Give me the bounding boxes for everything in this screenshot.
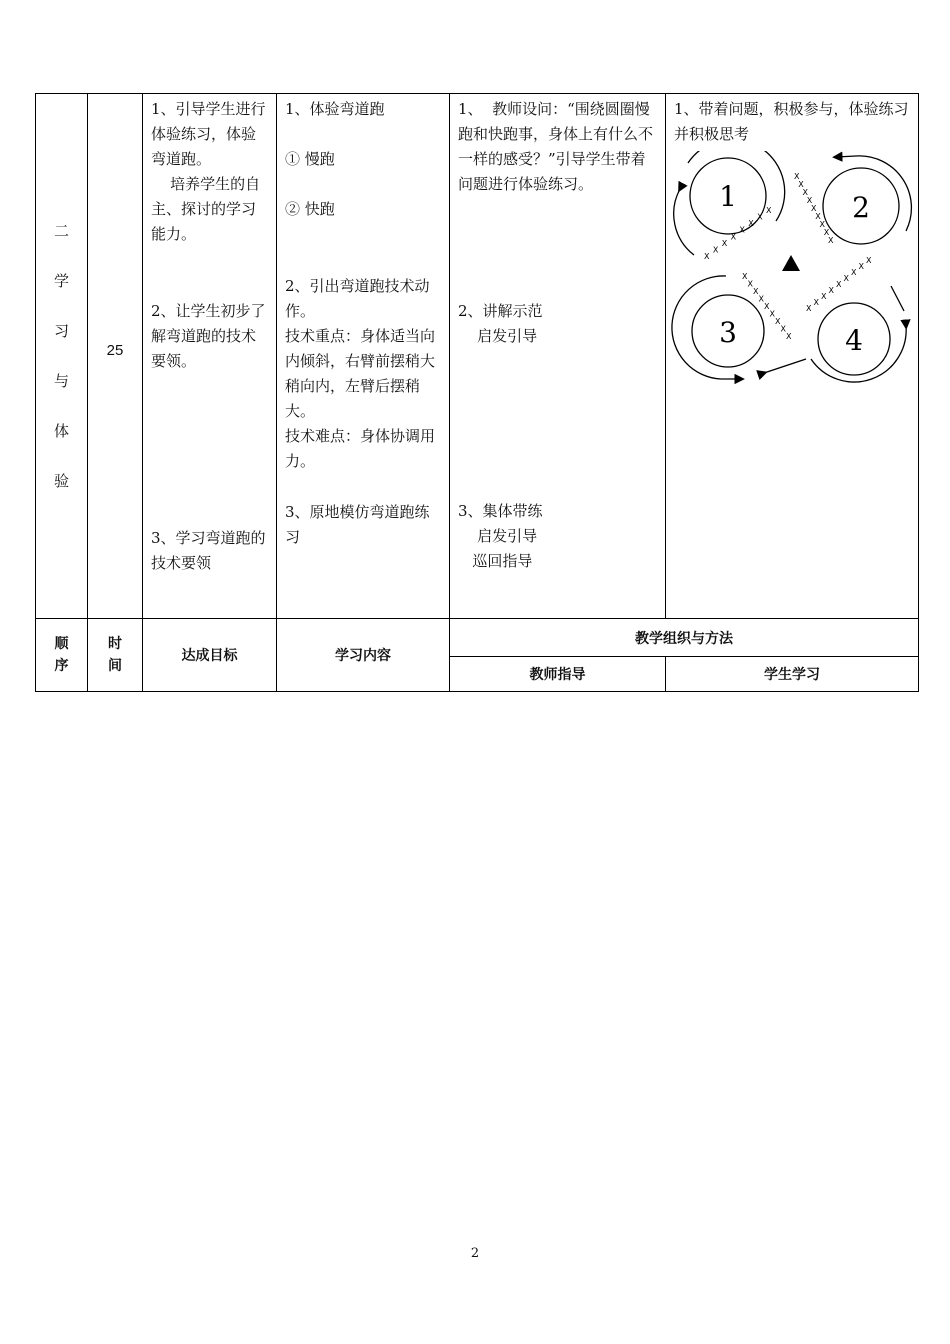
student-x-marker: X xyxy=(802,188,808,197)
student-x-marker: X xyxy=(739,225,745,235)
content-2: 2、引出弯道跑技术动作。 技术重点：身体适当向内倾斜，右臂前摆稍大稍向内，左臂后摆稍大。 技术难点：身体协调用力。 xyxy=(285,277,436,470)
student-x-marker: X xyxy=(753,287,759,296)
student-x-marker: X xyxy=(806,304,812,313)
student-x-marker: X xyxy=(806,196,813,205)
header-order: 顺 序 xyxy=(36,619,88,692)
student-x-marker: X xyxy=(766,206,772,215)
stage-label xyxy=(36,94,87,519)
student-x-marker: X xyxy=(748,219,754,229)
circle-label-1: 1 xyxy=(719,180,737,213)
goal-1: 1、引导学生进行体验练习，体验弯道跑。 培养学生的自主、探讨的学习能力。 xyxy=(151,100,266,243)
student-1: 1、带着问题，积极参与，体验练习并积极思考 xyxy=(674,100,909,143)
student-x-marker: X xyxy=(819,220,825,229)
stage-char: 二 xyxy=(53,222,69,240)
student-x-marker: X xyxy=(758,294,764,304)
teacher-2: 2、讲解示范 启发引导 xyxy=(458,302,543,345)
student-x-marker: X xyxy=(858,262,864,271)
header-teacher: 教师指导 xyxy=(450,657,666,692)
lesson-plan-table xyxy=(35,93,919,692)
student-x-marker: X xyxy=(821,292,827,301)
student-x-marker: X xyxy=(721,238,728,248)
student-x-marker: X xyxy=(828,236,834,245)
page-number: 2 xyxy=(470,1246,480,1261)
teacher-3: 3、集体带练 启发引导 巡回指导 xyxy=(458,502,543,570)
content-3: 3、原地模仿弯道跑练习 xyxy=(285,503,430,546)
header-row-1 xyxy=(36,619,919,657)
student-x-marker: X xyxy=(742,272,748,281)
student-x-marker: X xyxy=(828,286,834,295)
student-x-marker: X xyxy=(780,324,786,334)
student-x-marker: X xyxy=(769,309,775,319)
track-circle-1 xyxy=(674,151,785,255)
student-x-marker: X xyxy=(786,332,792,341)
stage-cell xyxy=(36,94,88,619)
curve-running-diagram xyxy=(666,151,916,401)
goals-cell xyxy=(143,94,277,619)
student-cell xyxy=(666,94,919,619)
header-org: 教学组织与方法 xyxy=(450,619,919,657)
student-x-marker: X xyxy=(747,279,753,289)
content-1: 1、体验弯道跑 ① 慢跑 ② 快跑 xyxy=(285,100,385,218)
time-value: 25 xyxy=(106,342,124,359)
circle-label-4: 4 xyxy=(845,324,863,357)
time-cell xyxy=(88,94,143,619)
stage-char: 与 xyxy=(53,372,69,390)
header-content: 学习内容 xyxy=(277,619,450,692)
student-x-marker: X xyxy=(764,302,770,311)
teacher-cell xyxy=(450,94,666,619)
circle-label-3: 3 xyxy=(719,316,737,349)
stage-char: 体 xyxy=(53,422,69,440)
student-x-marker: X xyxy=(851,268,857,277)
goal-2: 2、让学生初步了解弯道跑的技术要领。 xyxy=(151,302,266,370)
header-time: 时 间 xyxy=(88,619,143,692)
student-x-marker: X xyxy=(704,252,710,261)
circle-label-2: 2 xyxy=(852,191,870,224)
student-x-marker: X xyxy=(866,256,872,265)
body-row xyxy=(36,94,919,619)
stage-char: 习 xyxy=(53,322,69,340)
student-x-marker: X xyxy=(775,317,781,326)
student-x-marker: X xyxy=(712,245,719,255)
header-goal: 达成目标 xyxy=(143,619,277,692)
stage-char: 学 xyxy=(53,272,69,290)
goal-3: 3、学习弯道跑的技术要领 xyxy=(151,529,266,572)
content-cell xyxy=(277,94,450,619)
student-x-marker: X xyxy=(730,232,737,242)
student-x-marker: X xyxy=(836,280,842,289)
student-x-marker: X xyxy=(798,180,804,189)
student-x-marker: X xyxy=(843,274,849,283)
student-x-marker: X xyxy=(823,228,830,237)
teacher-1: 1、 教师设问：“围绕圆圈慢跑和快跑事，身体上有什么不一样的感受？”引导学生带着问题进行体验练习。 xyxy=(458,100,654,193)
stage-char: 验 xyxy=(53,472,69,490)
student-x-marker: X xyxy=(757,212,763,222)
student-x-marker: X xyxy=(813,298,819,307)
student-x-marker: X xyxy=(794,172,800,181)
track-circle-2 xyxy=(823,156,911,244)
teacher-marker-triangle xyxy=(782,255,800,271)
header-student: 学生学习 xyxy=(666,657,919,692)
student-x-marker: X xyxy=(811,204,817,213)
student-x-marker: X xyxy=(815,212,821,221)
